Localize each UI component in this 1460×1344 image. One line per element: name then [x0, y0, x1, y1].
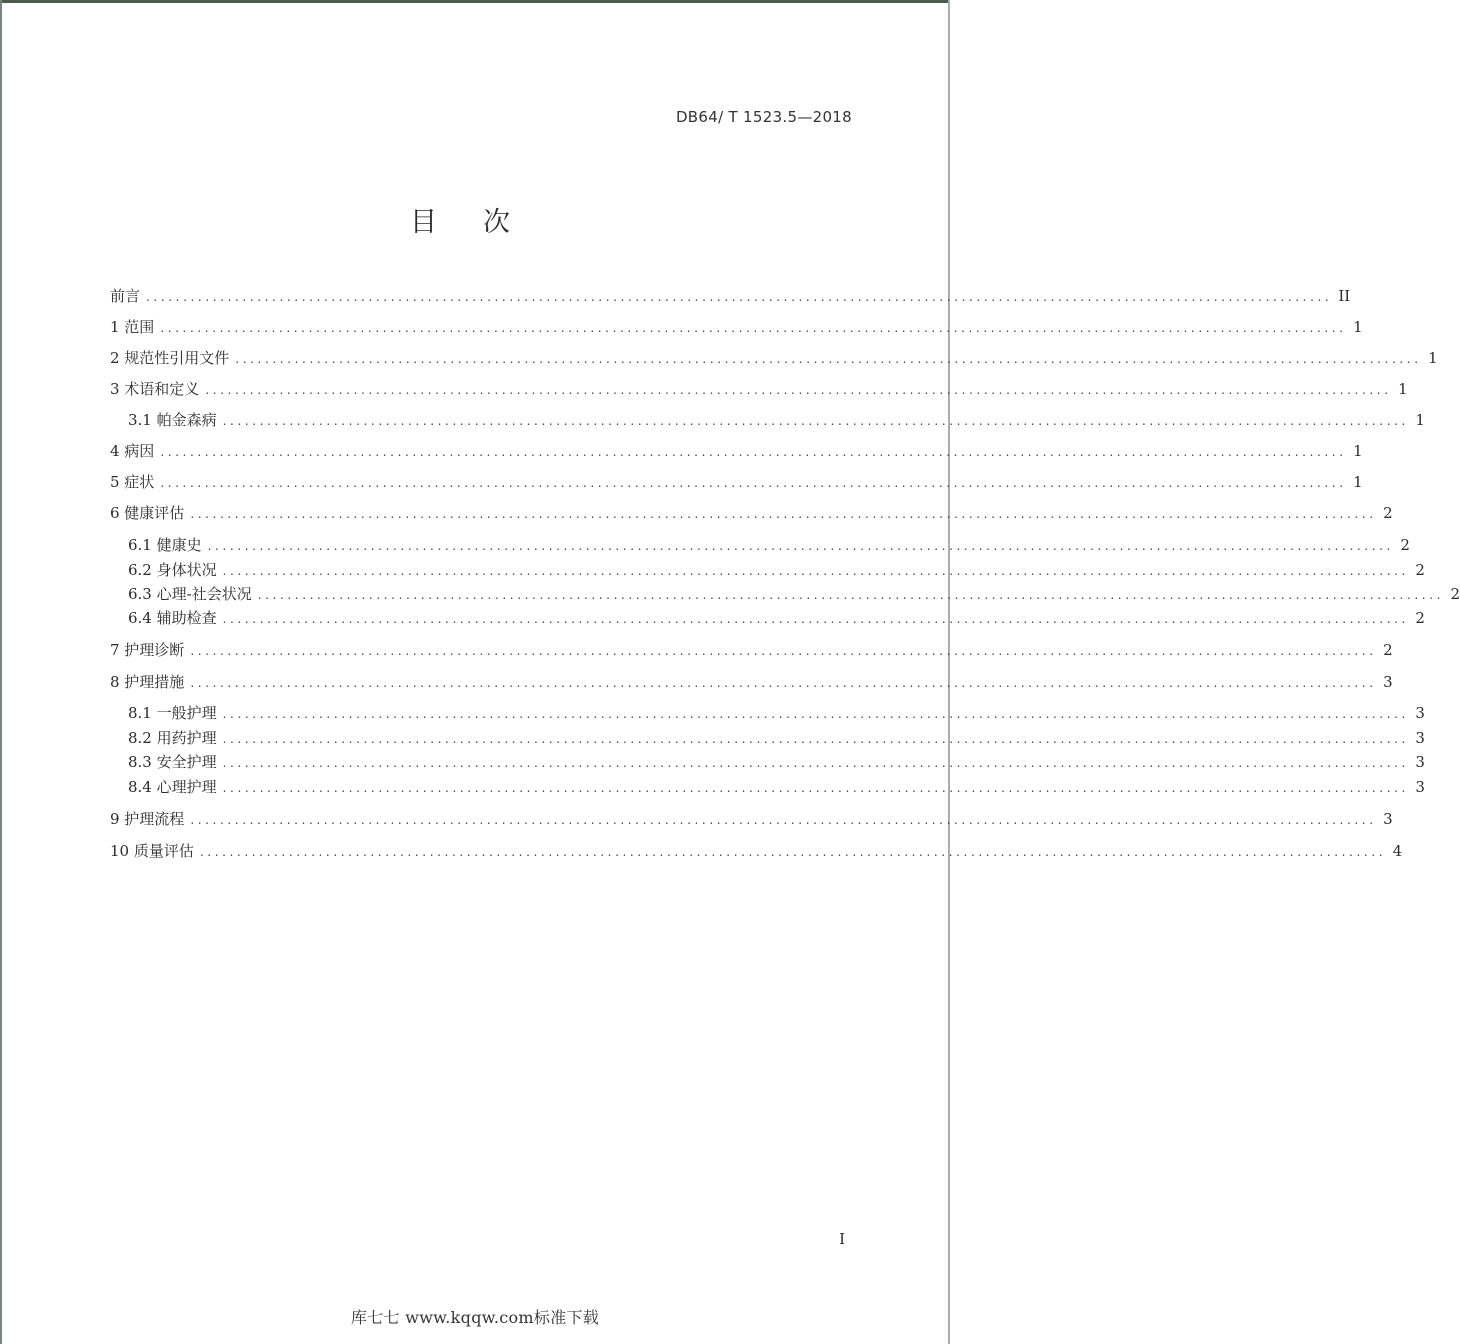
page-number: I [839, 1230, 845, 1248]
toc-dot-leader: ................................................................................................................................................................ [222, 414, 1409, 428]
toc-entry[interactable] [110, 501, 1393, 525]
toc-entry[interactable] [110, 315, 1363, 339]
toc-entry-page: 2 [1450, 585, 1460, 603]
toc-dot-leader: ................................................................................................................................................................ [222, 707, 1409, 721]
toc-entry-page: 1 [1415, 411, 1425, 429]
toc-dot-leader: ................................................................................................................................................................ [235, 352, 1422, 366]
toc-entry-label: 6.4 辅助检查 [128, 609, 217, 627]
toc-dot-leader: ................................................................................................................................................................ [222, 781, 1409, 795]
toc-entry-label: 8.1 一般护理 [128, 704, 217, 722]
toc-dot-leader: ................................................................................................................................................................ [257, 588, 1445, 602]
toc-dot-leader: ................................................................................................................................................................ [190, 644, 1377, 658]
toc-entry-page: 2 [1415, 561, 1425, 579]
toc-entry-page: 2 [1383, 504, 1393, 522]
toc-entry-page: 3 [1415, 704, 1425, 722]
toc-entry-label: 8.4 心理护理 [128, 778, 217, 796]
toc-entry-page: 3 [1383, 810, 1393, 828]
toc-entry-page: 2 [1400, 536, 1410, 554]
toc-entry[interactable] [110, 439, 1363, 463]
toc-dot-leader: ................................................................................................................................................................ [146, 290, 1333, 304]
toc-entry[interactable] [128, 408, 1425, 432]
toc-entry[interactable] [110, 284, 1351, 308]
watermark-text: 库七七 www.kqqw.com标准下载 [350, 1308, 600, 1327]
toc-entry[interactable] [128, 606, 1425, 630]
toc-title: 目次 [410, 207, 556, 238]
toc-entry[interactable] [128, 775, 1425, 799]
toc-entry[interactable] [110, 470, 1363, 494]
toc-entry-label: 5 症状 [110, 473, 155, 491]
toc-entry[interactable] [128, 533, 1410, 557]
toc-entry-label: 6.1 健康史 [128, 536, 202, 554]
toc-entry-page: 2 [1415, 609, 1425, 627]
toc-dot-leader: ................................................................................................................................................................ [190, 507, 1377, 521]
toc-entry-label: 1 范围 [110, 318, 155, 336]
toc-entry[interactable] [128, 558, 1425, 582]
standard-code: DB64/ T 1523.5—2018 [675, 108, 852, 126]
toc-entry-page: II [1338, 287, 1351, 305]
toc-entry-page: 1 [1353, 473, 1363, 491]
toc-dot-leader: ................................................................................................................................................................ [160, 321, 1347, 335]
page-top-border [0, 0, 950, 3]
toc-entry[interactable] [128, 701, 1425, 725]
toc-entry-page: 2 [1383, 641, 1393, 659]
toc-entry-label: 10 质量评估 [110, 842, 194, 860]
toc-entry-page: 4 [1392, 842, 1403, 860]
toc-dot-leader: ................................................................................................................................................................ [160, 445, 1347, 459]
toc-dot-leader: ................................................................................................................................................................ [190, 676, 1377, 690]
toc-entry[interactable] [110, 670, 1393, 694]
toc-entry[interactable] [110, 807, 1393, 831]
toc-entry[interactable] [110, 377, 1408, 401]
toc-entry-label: 7 护理诊断 [110, 641, 185, 659]
toc-dot-leader: ................................................................................................................................................................ [222, 564, 1409, 578]
toc-dot-leader: ................................................................................................................................................................ [205, 383, 1392, 397]
toc-entry-label: 前言 [110, 287, 141, 305]
toc-entry-page: 3 [1415, 729, 1425, 747]
toc-entry-label: 6 健康评估 [110, 504, 185, 522]
toc-entry-page: 1 [1353, 318, 1363, 336]
toc-entry-label: 3 术语和定义 [110, 380, 200, 398]
toc-entry[interactable] [128, 726, 1425, 750]
toc-entry-page: 1 [1428, 349, 1438, 367]
toc-entry-page: 3 [1415, 778, 1425, 796]
toc-entry[interactable] [110, 638, 1393, 662]
toc-entry-label: 8.3 安全护理 [128, 753, 217, 771]
toc-entry[interactable] [128, 750, 1425, 774]
toc-entry-page: 1 [1398, 380, 1408, 398]
toc-entry-label: 6.2 身体状况 [128, 561, 217, 579]
toc-entry-label: 6.3 心理-社会状况 [128, 585, 252, 603]
toc-dot-leader: ................................................................................................................................................................ [190, 813, 1377, 827]
toc-entry-label: 9 护理流程 [110, 810, 185, 828]
toc-dot-leader: ................................................................................................................................................................ [207, 539, 1394, 553]
toc-dot-leader: ................................................................................................................................................................ [160, 476, 1347, 490]
toc-entry-label: 4 病因 [110, 442, 155, 460]
toc-entry-page: 3 [1383, 673, 1393, 691]
toc-entry-label: 2 规范性引用文件 [110, 349, 230, 367]
toc-entry-page: 3 [1415, 753, 1425, 771]
toc-dot-leader: ................................................................................................................................................................ [222, 612, 1409, 626]
toc-entry-label: 8.2 用药护理 [128, 729, 217, 747]
toc-entry[interactable] [128, 582, 1460, 606]
toc-dot-leader: ................................................................................................................................................................ [222, 732, 1409, 746]
toc-entry-label: 3.1 帕金森病 [128, 411, 217, 429]
toc-dot-leader: ................................................................................................................................................................ [222, 756, 1409, 770]
toc-entry[interactable] [110, 346, 1438, 370]
toc-dot-leader: ................................................................................................................................................................ [199, 845, 1387, 859]
toc-entry-page: 1 [1353, 442, 1363, 460]
toc-entry[interactable] [110, 839, 1403, 863]
toc-entry-label: 8 护理措施 [110, 673, 185, 691]
